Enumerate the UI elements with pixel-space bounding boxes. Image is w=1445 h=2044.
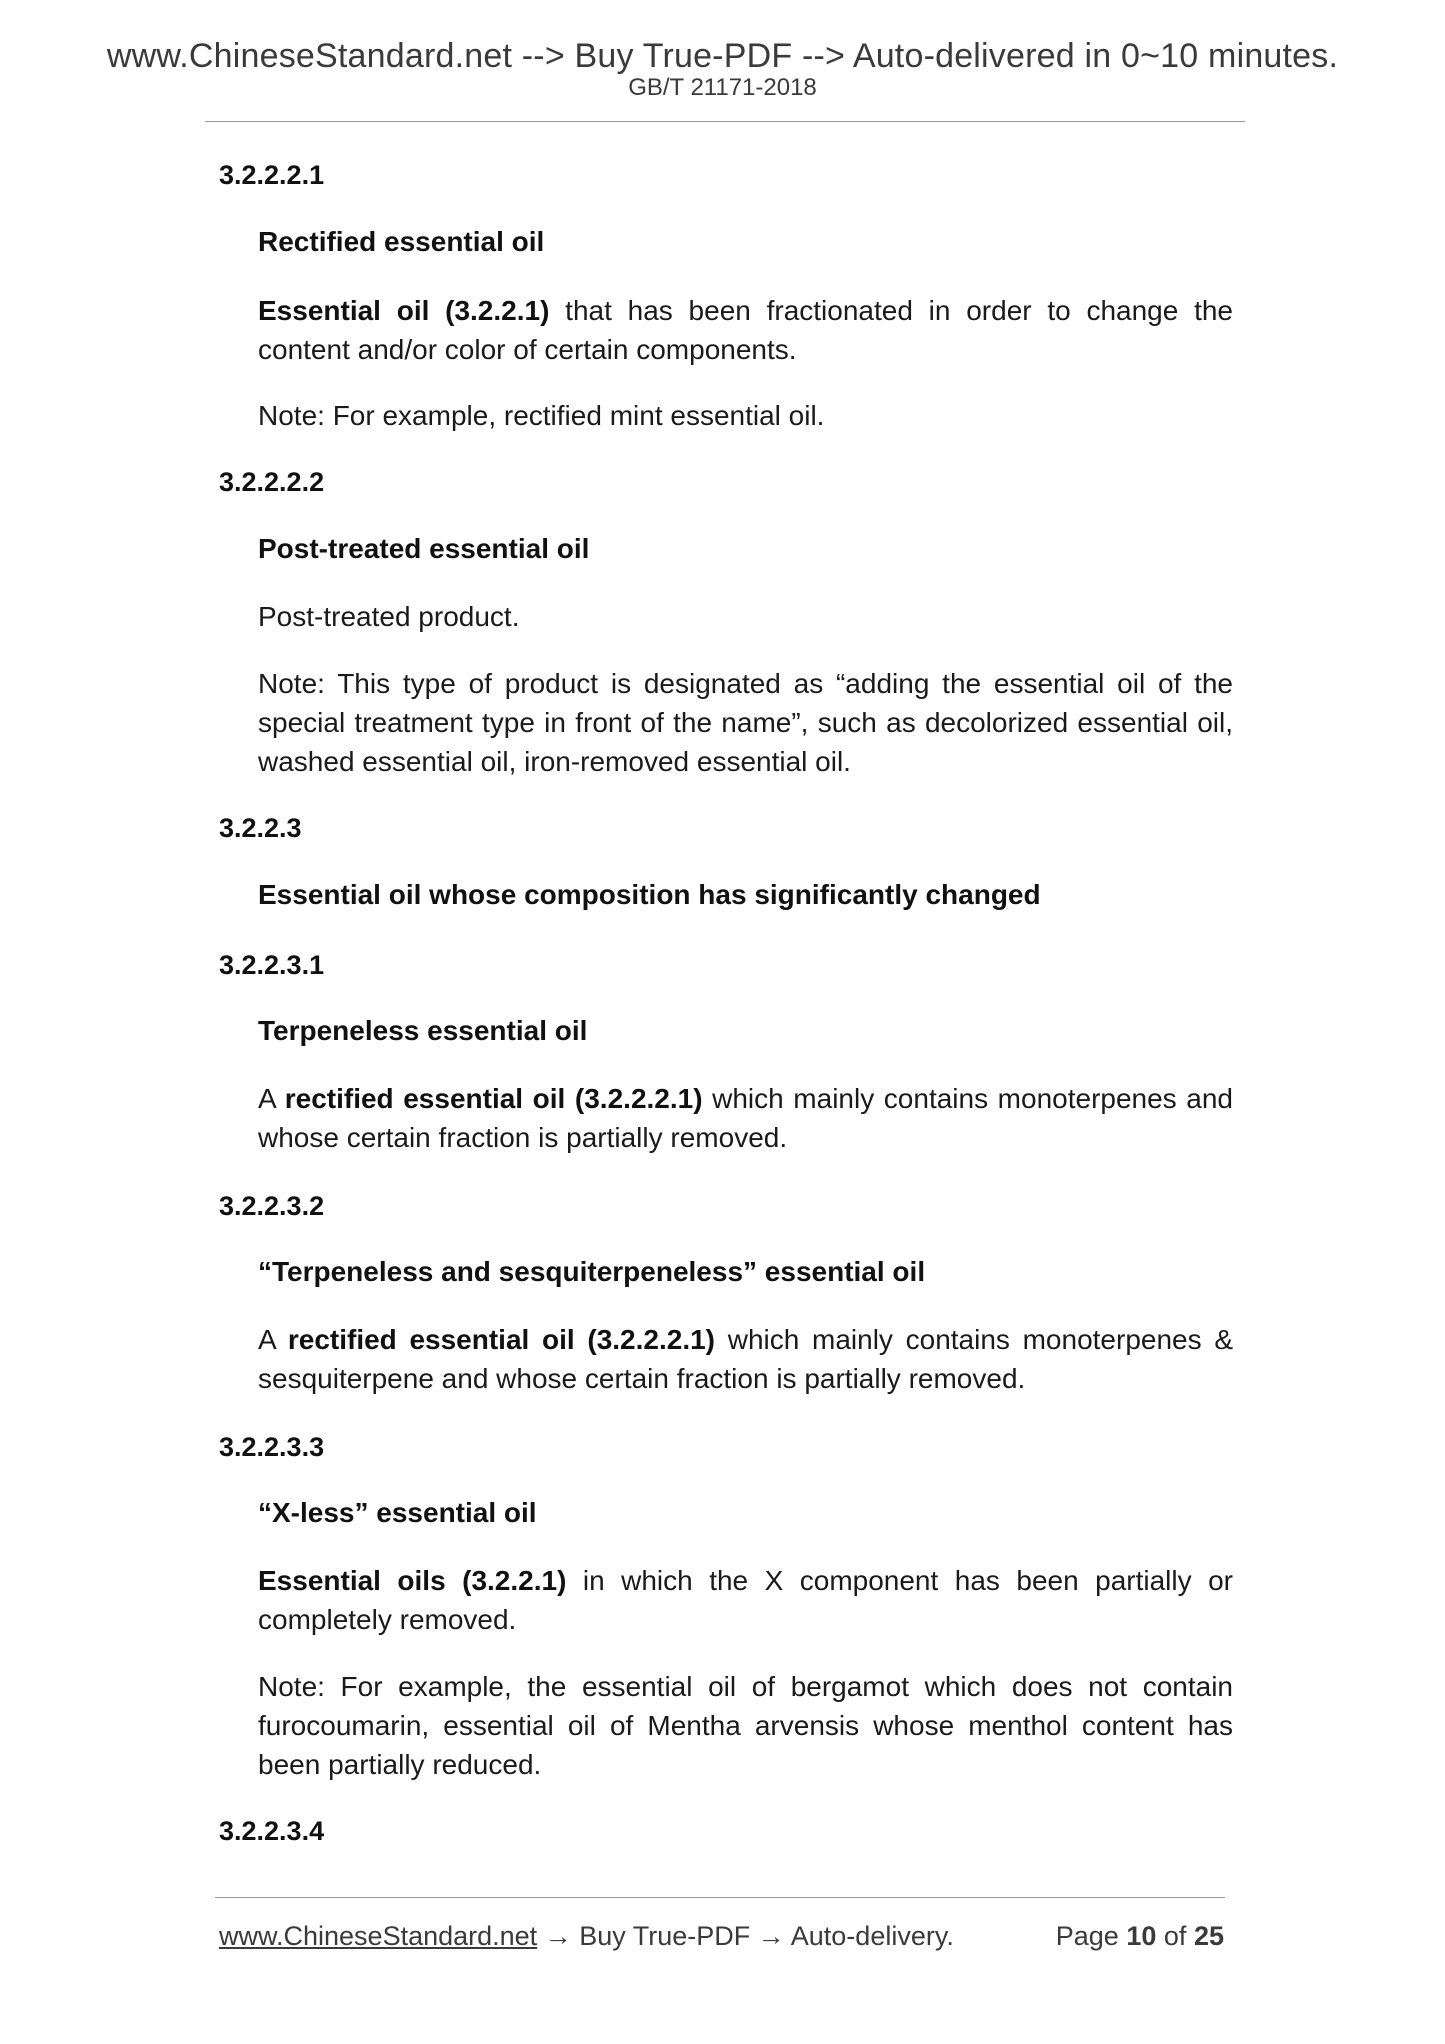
clause-number: 3.2.2.3 [219,813,302,843]
term-title: “X-less” essential oil [258,1497,537,1528]
definition-text: A [258,1083,285,1114]
definition-text: A [258,1324,288,1355]
term-title: Terpeneless essential oil [258,1015,588,1046]
term-definition [258,291,1233,369]
site-link[interactable]: www.ChineseStandard.net [219,1921,538,1951]
term-title: Essential oil whose composition has significantly changed [258,879,1041,910]
of-label: of [1163,1921,1187,1951]
page-label: Page [1055,1921,1119,1951]
definition-text: which mainly contains monoterpenes and whose certain fraction is partially removed. [258,1083,1233,1153]
term-definition: Post-treated product. [258,601,520,632]
definition-reference: Essential oils (3.2.2.1) [258,1565,567,1596]
clause-number: 3.2.2.3.1 [219,950,325,980]
term-note: Note: This type of product is designated as “adding the essential oil of the special treatment type in front of the name”, such as decolorized essential oil, washed essential oil, iron-removed essential oil. [258,668,1233,777]
definition-reference: rectified essential oil (3.2.2.2.1) [284,1083,703,1114]
term-note: Note: For example, rectified mint essential oil. [258,400,825,431]
page-number: 10 [1126,1921,1157,1951]
header-divider [205,121,1245,122]
arrow-icon: → [537,1921,580,1951]
term-definition [258,1561,1233,1639]
definition-text: in which the X component has been partially or completely removed. [258,1565,1233,1635]
site-banner: www.ChineseStandard.net --> Buy True-PDF --> Auto-delivered in 0~10 minutes. [106,37,1339,75]
page-indicator [1056,1919,1224,1953]
clause-number: 3.2.2.2.1 [219,160,325,190]
term-title: Post-treated essential oil [258,533,590,564]
footer-divider [215,1897,1225,1898]
page-footer [219,1919,1229,1953]
definition-text: that has been fractionated in order to change the content and/or color of certain components. [258,295,1234,365]
term-definition [258,1079,1233,1157]
definition-reference: rectified essential oil (3.2.2.2.1) [287,1324,716,1355]
term-title: “Terpeneless and sesquiterpeneless” essential oil [258,1256,926,1287]
term-definition [258,1320,1233,1398]
page-total: 25 [1193,1921,1224,1951]
term-note: Note: For example, the essential oil of bergamot which does not contain furocoumarin, essential oil of Mentha arvensis whose menthol content has been partially reduced. [258,1671,1233,1780]
standard-code: GB/T 21171-2018 [628,74,817,101]
clause-number: 3.2.2.3.4 [219,1816,325,1846]
term-title: Rectified essential oil [258,226,545,257]
clause-number: 3.2.2.3.3 [219,1432,325,1462]
clause-number: 3.2.2.2.2 [219,467,325,497]
buy-text: Buy True-PDF [579,1921,751,1951]
definition-text: which mainly contains monoterpenes & sesquiterpene and whose certain fraction is partially removed. [258,1324,1233,1394]
clause-number: 3.2.2.3.2 [219,1191,325,1221]
delivery-text: Auto-delivery. [790,1921,954,1951]
definition-reference: Essential oil (3.2.2.1) [258,295,550,326]
arrow-icon: → [750,1921,791,1951]
